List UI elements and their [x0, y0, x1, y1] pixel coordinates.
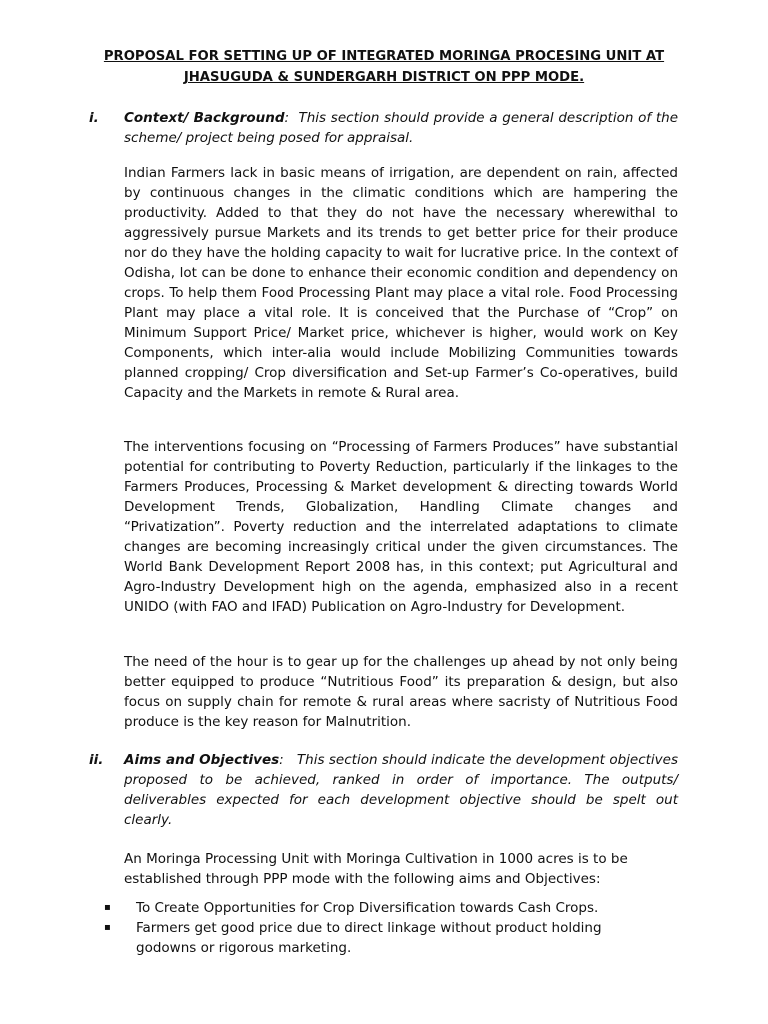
section-1-heading: Context/ Background [124, 110, 285, 126]
section-1-heading-description: This section should provide a general description of the scheme/ project being posed for appraisal. [124, 110, 679, 146]
bullet-item-2: Farmers get good price due to direct linkage without product holding godowns or rigorous marketing. [136, 920, 602, 956]
document-title-line-1: PROPOSAL FOR SETTING UP OF INTEGRATED MORINGA PROCESING UNIT AT [103, 49, 665, 64]
bullet-item-1: To Create Opportunities for Crop Diversification towards Cash Crops. [136, 900, 599, 916]
section-1-number: i. [89, 110, 99, 126]
section-1-heading-block: Context/ Background: This section should provide a general description of the scheme/ project being posed for appraisal. [124, 110, 679, 146]
section-2-heading-block: Aims and Objectives: This section should indicate the development objectives proposed to be achieved, ranked in order of importance. The outputs/ deliverables expected for each development objective should be spelt out clearly. [124, 752, 678, 828]
section-2-heading: Aims and Objectives [124, 752, 280, 768]
document-title-line-2: JHASUGUDA & SUNDERGARH DISTRICT ON PPP MODE. [183, 70, 585, 85]
section-1-paragraph-3: The need of the hour is to gear up for the challenges up ahead by not only being better equipped to produce “Nutritious Food” its preparation & design, but also focus on supply chain for remote & rural areas where sacristy of Nutritious Food produce is the key reason for Malnutrition. [124, 654, 678, 730]
bullet-icon: ▪ [104, 922, 111, 933]
section-2-number: ii. [89, 752, 104, 768]
section-2-heading-description: This section should indicate the development objectives proposed to be achieved, ranked in order of importance. The outputs/ deliverables expected for each development objective should be spelt out clearly. [124, 752, 678, 828]
section-1-paragraph-2: The interventions focusing on “Processing of Farmers Produces” have substantial potential for contributing to Poverty Reduction, particularly if the linkages to the Farmers Produces, Processing & Market development & directing towards World Development Trends, Globalization, Handling Climate changes and “Privatization”. Poverty reduction and the interrelated adaptations to climate changes are becoming increasingly critical under the given circumstances. The World Bank Development Report 2008 has, in this context; put Agricultural and Agro-Industry Development high on the agenda, emphasized also in a recent UNIDO (with FAO and IFAD) Publication on Agro-Industry for Development. [124, 439, 678, 615]
section-2-paragraph-1: An Moringa Processing Unit with Moringa Cultivation in 1000 acres is to be established through PPP mode with the following aims and Objectives: [124, 851, 628, 887]
section-1-paragraph-1: Indian Farmers lack in basic means of irrigation, are dependent on rain, affected by continuous changes in the climatic conditions which are hampering the productivity. Added to that they do not have the necessary wherewithal to aggressively pursue Markets and its trends to get better price for their produce nor do they have the holding capacity to wait for lucrative price. In the context of Odisha, lot can be done to enhance their economic condition and dependency on crops. To help them Food Processing Plant may place a vital role. Food Processing Plant may place a vital role. It is conceived that the Purchase of “Crop” on Minimum Support Price/ Market price, whichever is higher, would work on Key Components, which inter-alia would include Mobilizing Communities towards planned cropping/ Crop diversification and Set-up Farmer’s Co-operatives, build Capacity and the Markets in remote & Rural area. [124, 165, 678, 401]
bullet-icon: ▪ [104, 902, 111, 913]
